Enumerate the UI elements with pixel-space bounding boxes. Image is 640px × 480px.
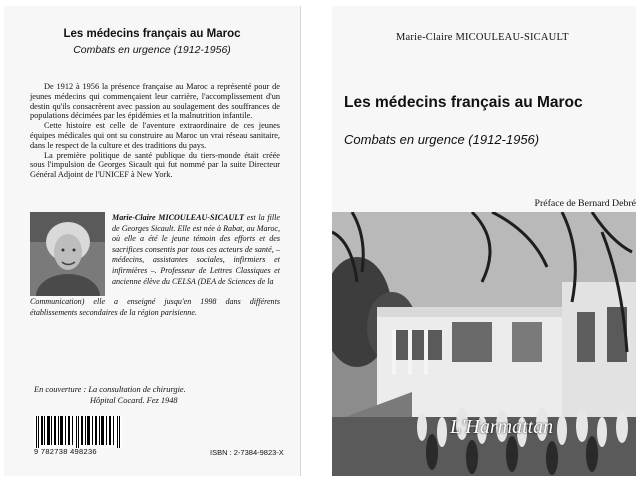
isbn: ISBN : 2-7384-9823-X (210, 448, 284, 457)
author-bio-continued: Communication) elle a enseigné jusqu'en 1998 dans différents établissements secondaires de la région parisienne. (30, 297, 280, 317)
back-cover-blurb (30, 82, 280, 180)
back-cover-subtitle: Combats en urgence (1912-1956) (73, 44, 231, 56)
back-cover-title: Les médecins français au Maroc (63, 28, 241, 40)
publisher-logo: L'Harmattan (450, 416, 554, 438)
preface-credit: Préface de Bernard Debré (534, 198, 636, 209)
author-name: Marie-Claire MICOULEAU-SICAULT (112, 213, 245, 222)
cover-caption (34, 384, 186, 406)
author-bio-text-2: Professeur de Lettres Classiques et ancienne élève du CELSA (DEA de Sciences de la (112, 265, 280, 286)
author-bio-text: est la fille de Georges Sicault. Elle est née à Rabat, au Maroc, où elle a été le jeune témoin des efforts et des sacrifices consentis par tous ces acteurs de santé, – médecins, assistantes sociales, infirmiers et infirmières –. (112, 213, 280, 275)
cover-caption-line2: Hôpital Cocard. Fez 1948 (90, 396, 178, 405)
blurb-paragraph: Cette histoire est celle de l'aventure extraordinaire de ces jeunes équipes médicales qui ont su construire au Maroc un vrai réseau sanitaire, dans le respect de la culture et des traditions du pays. (30, 121, 280, 150)
back-cover (4, 6, 301, 476)
front-cover-title: Les médecins français au Maroc (344, 94, 583, 111)
cover-caption-line1: En couverture : La consultation de chirurgie. (34, 385, 186, 394)
author-bio (112, 213, 280, 287)
blurb-paragraph: De 1912 à 1956 la présence française au Maroc a représenté pour de jeunes médecins qui commençaient leur carrière, l'accomplissement d'un destin qu'ils consacrèrent avec passion au soulagement des souffrances de populations décimées par les épidémies et la malnutrition infantile. (30, 82, 280, 121)
front-cover-subtitle: Combats en urgence (1912-1956) (344, 132, 540, 147)
barcode (34, 416, 122, 448)
front-cover-author: Marie-Claire MICOULEAU-SICAULT (396, 32, 569, 43)
author-photo (30, 212, 105, 296)
barcode-number: 9 782738 498236 (34, 447, 97, 456)
front-cover (332, 6, 636, 476)
blurb-paragraph: La première politique de santé publique du tiers-monde était créée sous l'impulsion de Georges Sicault qui fut nommé par la suite Directeur Général Adjoint de l'UNICEF à New York. (30, 150, 280, 180)
